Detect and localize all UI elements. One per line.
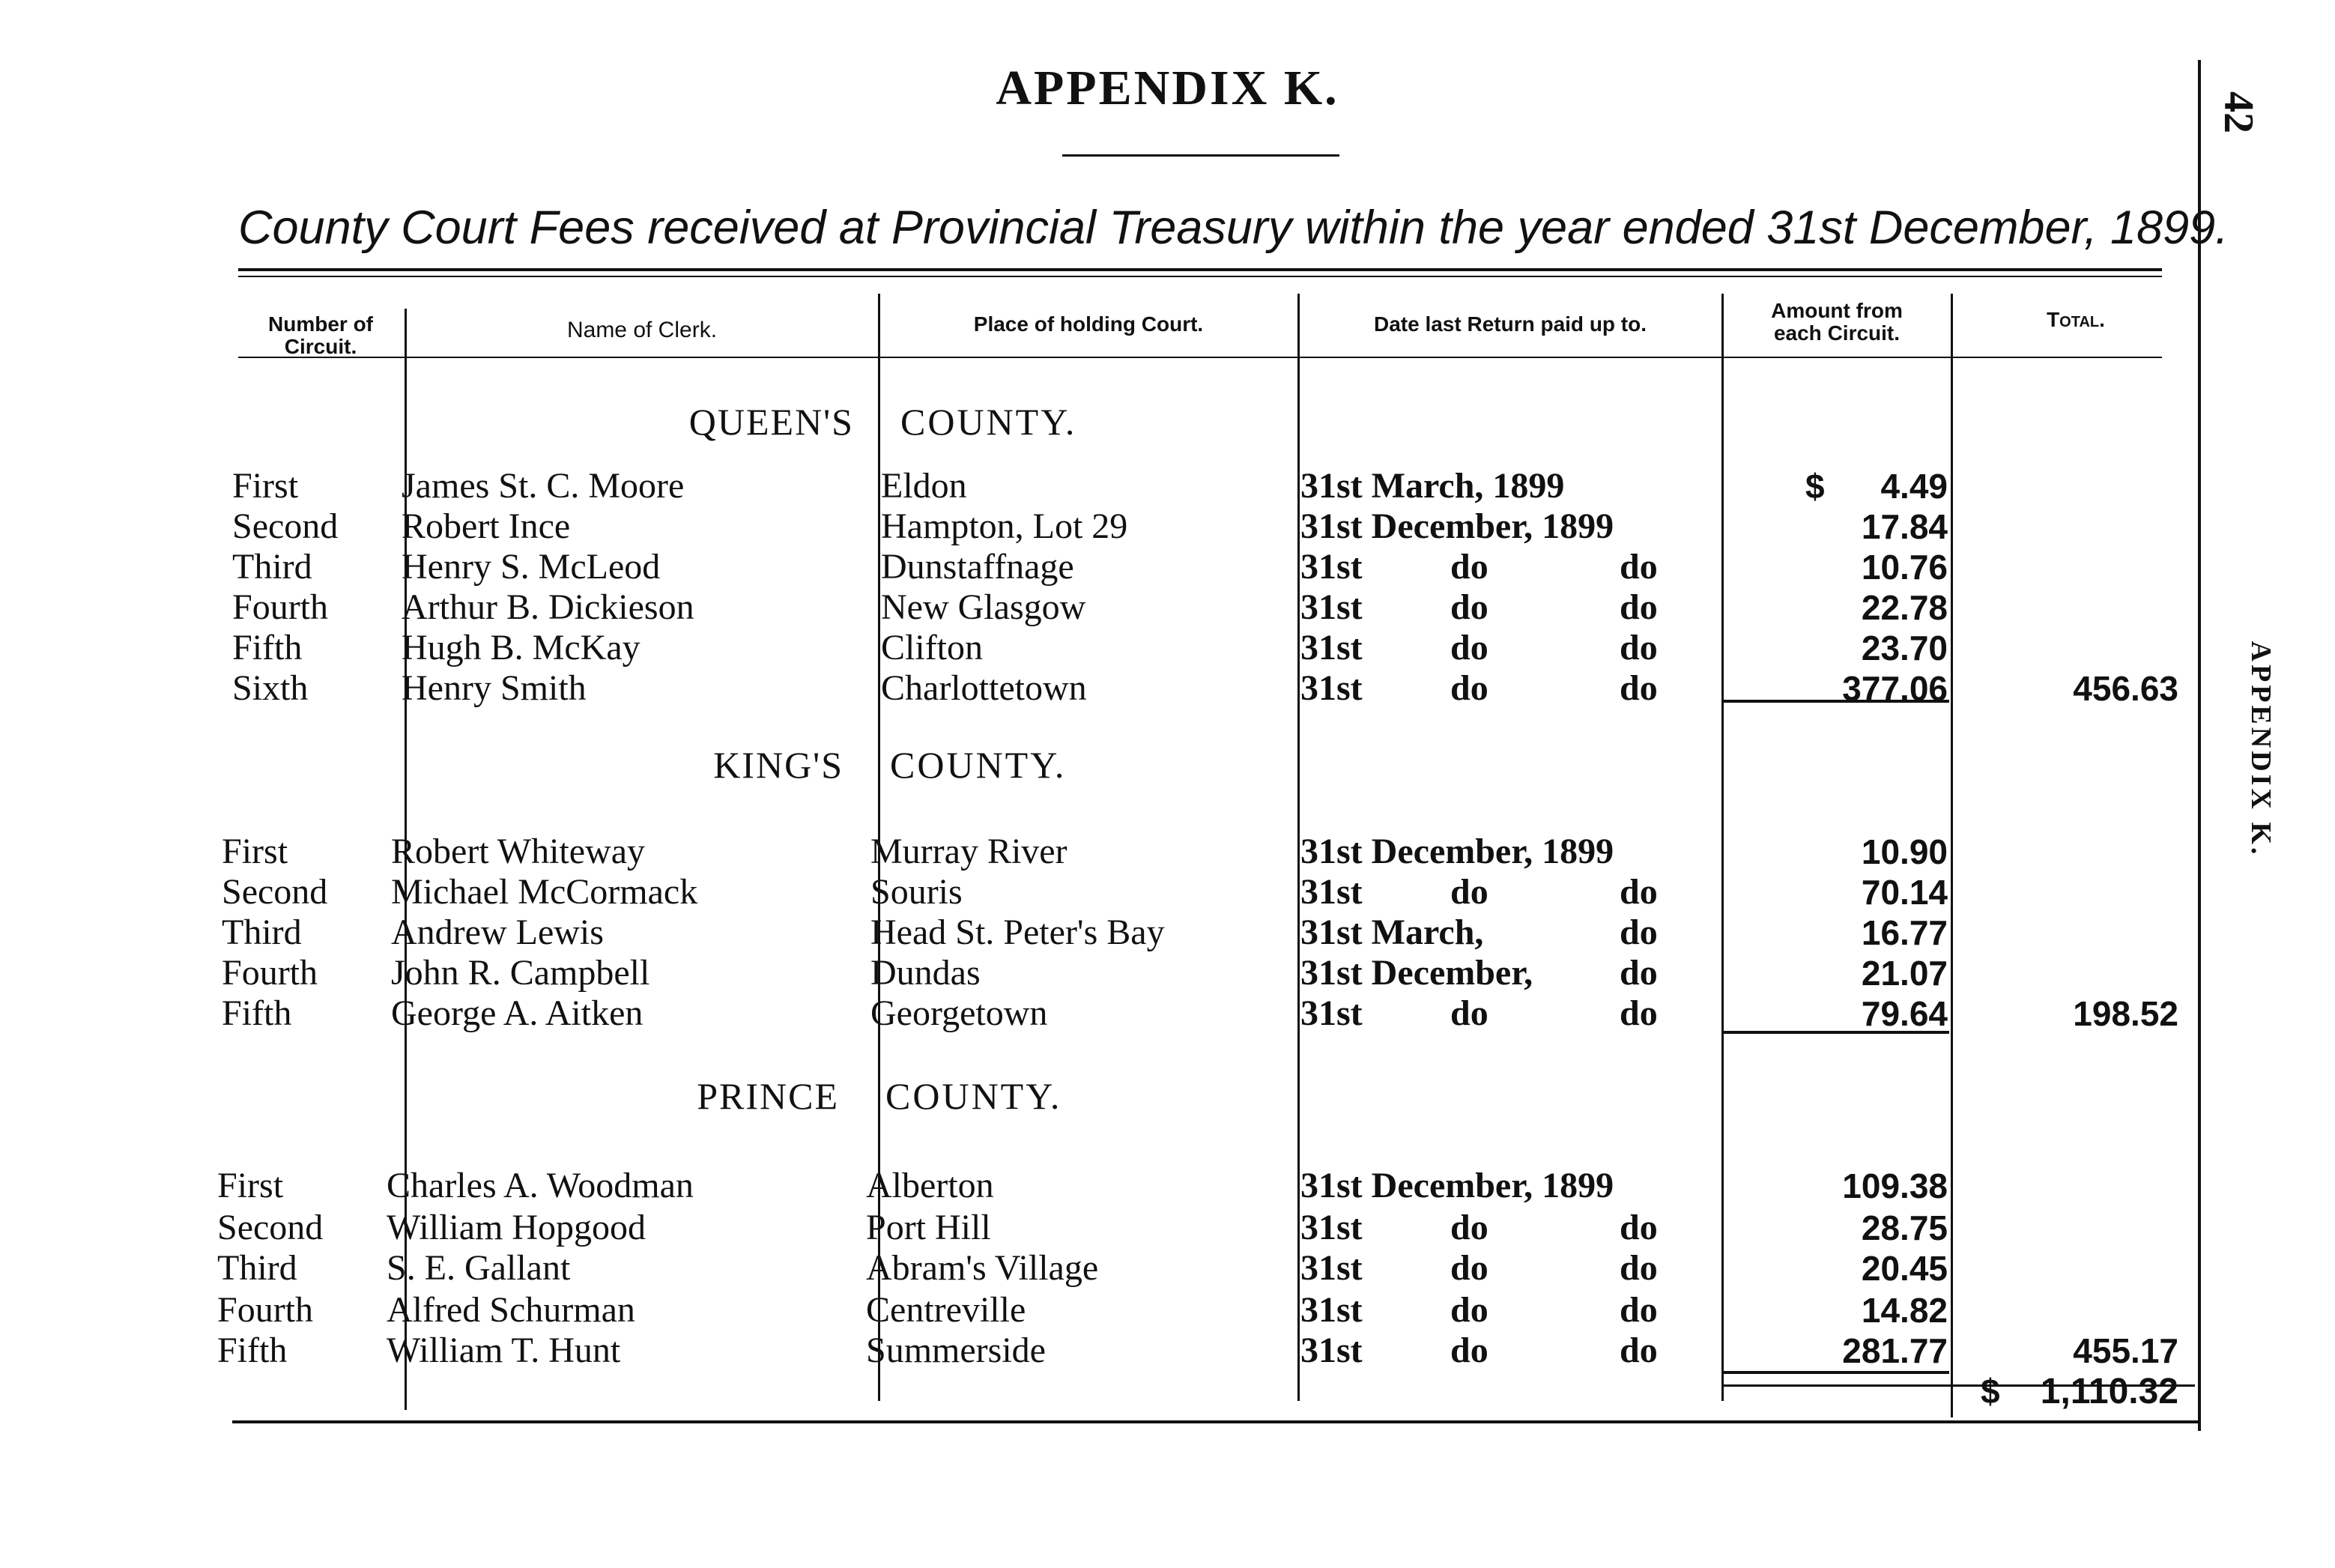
- circuit-cell: Third: [217, 1248, 297, 1288]
- return-date-ditto: do: [1450, 1248, 1488, 1288]
- county-total: 455.17: [2073, 1331, 2178, 1370]
- return-year-ditto: do: [1620, 1290, 1658, 1330]
- court-place: Eldon: [881, 466, 967, 506]
- county-label: COUNTY.: [885, 1075, 1062, 1117]
- circuit-amount: 16.77: [1861, 913, 1948, 952]
- circuit-cell: Fourth: [232, 587, 329, 627]
- clerk-name: Robert Whiteway: [391, 832, 646, 871]
- return-date: 31st December, 1899: [1300, 506, 1614, 546]
- return-date-ditto: do: [1450, 993, 1488, 1033]
- header-circuit: Number of Circuit.: [268, 312, 373, 358]
- return-date: 31st December, 1899: [1300, 832, 1614, 871]
- court-place: Head St. Peter's Bay: [870, 912, 1165, 952]
- circuit-cell: Second: [232, 506, 339, 546]
- clerk-name: Michael McCormack: [391, 872, 698, 912]
- county-name: KING'S: [713, 744, 844, 786]
- return-date: 31st March,: [1300, 912, 1484, 952]
- circuit-amount: 109.38: [1842, 1166, 1948, 1205]
- court-place: Georgetown: [870, 993, 1048, 1033]
- return-year-ditto: do: [1620, 993, 1658, 1033]
- clerk-name: Andrew Lewis: [391, 912, 604, 952]
- circuit-cell: Fourth: [217, 1290, 314, 1330]
- circuit-amount: 17.84: [1861, 507, 1948, 546]
- return-year-ditto: do: [1620, 547, 1658, 587]
- return-date-ditto: do: [1450, 628, 1488, 668]
- circuit-amount: 14.82: [1861, 1291, 1948, 1330]
- circuit-cell: First: [232, 466, 299, 506]
- column-divider-4: [1721, 294, 1724, 1401]
- circuit-cell: Fifth: [217, 1331, 288, 1370]
- return-date: 31st March, 1899: [1300, 466, 1565, 506]
- county-subtotal-rule: [1723, 1371, 1949, 1374]
- header-amount: Amount from each Circuit.: [1771, 299, 1903, 345]
- return-year-ditto: do: [1620, 628, 1658, 668]
- return-year-ditto: do: [1620, 1331, 1658, 1370]
- circuit-amount: 21.07: [1861, 954, 1948, 993]
- circuit-amount: 10.90: [1861, 832, 1948, 871]
- circuit-cell: Sixth: [232, 668, 309, 708]
- grand-total-currency: $: [1981, 1372, 2000, 1411]
- return-year-ditto: do: [1620, 953, 1658, 993]
- court-place: Charlottetown: [881, 668, 1087, 708]
- clerk-name: Hugh B. McKay: [402, 628, 640, 668]
- court-place: Clifton: [881, 628, 984, 668]
- circuit-amount: 79.64: [1861, 994, 1948, 1033]
- amount-currency: $: [1805, 467, 1825, 506]
- county-total: 198.52: [2073, 994, 2178, 1033]
- return-date-ditto: do: [1450, 668, 1488, 708]
- county-total: 456.63: [2073, 669, 2178, 708]
- court-place: Hampton, Lot 29: [881, 506, 1128, 546]
- table-top-rule-2: [238, 276, 2162, 277]
- county-subtotal-rule: [1723, 700, 1949, 703]
- return-date: 31st: [1300, 547, 1363, 587]
- return-date-ditto: do: [1450, 1290, 1488, 1330]
- return-date: 31st: [1300, 872, 1363, 912]
- column-divider-5: [1951, 294, 1953, 1417]
- clerk-name: George A. Aitken: [391, 993, 643, 1033]
- circuit-amount: 22.78: [1861, 588, 1948, 627]
- clerk-name: Henry Smith: [402, 668, 587, 708]
- county-name: QUEEN'S: [688, 401, 854, 443]
- return-year-ditto: do: [1620, 912, 1658, 952]
- court-place: Murray River: [870, 832, 1067, 871]
- clerk-name: Charles A. Woodman: [387, 1166, 694, 1205]
- circuit-amount: 4.49: [1880, 467, 1948, 506]
- clerk-name: Henry S. McLeod: [402, 547, 661, 587]
- court-place: Dunstaffnage: [881, 547, 1074, 587]
- circuit-amount: 20.45: [1861, 1249, 1948, 1288]
- court-place: Centreville: [866, 1290, 1026, 1330]
- return-date: 31st: [1300, 1248, 1363, 1288]
- circuit-amount: 23.70: [1861, 629, 1948, 668]
- circuit-cell: Second: [217, 1208, 324, 1247]
- circuit-cell: Third: [222, 912, 302, 952]
- return-date: 31st December, 1899: [1300, 1166, 1614, 1205]
- table-bottom-rule: [232, 1420, 2199, 1423]
- county-name: PRINCE: [697, 1075, 839, 1117]
- table-top-rule: [238, 268, 2162, 271]
- county-label: COUNTY.: [890, 744, 1067, 786]
- page-title: APPENDIX K.: [996, 61, 1339, 115]
- grand-total-value: 1,110.32: [2040, 1372, 2178, 1411]
- circuit-cell: First: [222, 832, 288, 871]
- court-place: Souris: [870, 872, 963, 912]
- return-year-ditto: do: [1620, 587, 1658, 627]
- circuit-cell: First: [217, 1166, 284, 1205]
- return-year-ditto: do: [1620, 872, 1658, 912]
- return-date: 31st: [1300, 668, 1363, 708]
- title-divider: [1062, 154, 1339, 157]
- circuit-cell: Fourth: [222, 953, 318, 993]
- circuit-cell: Second: [222, 872, 328, 912]
- header-bottom-rule: [238, 357, 2162, 358]
- circuit-cell: Fifth: [222, 993, 292, 1033]
- circuit-amount: 70.14: [1861, 873, 1948, 912]
- clerk-name: James St. C. Moore: [402, 466, 685, 506]
- return-date: 31st: [1300, 1290, 1363, 1330]
- return-year-ditto: do: [1620, 1208, 1658, 1247]
- return-date: 31st: [1300, 1208, 1363, 1247]
- court-place: Dundas: [870, 953, 981, 993]
- circuit-amount: 281.77: [1842, 1331, 1948, 1370]
- return-date-ditto: do: [1450, 1331, 1488, 1370]
- county-label: COUNTY.: [900, 401, 1077, 443]
- header-date: Date last Return paid up to.: [1373, 312, 1647, 336]
- return-date: 31st: [1300, 993, 1363, 1033]
- clerk-name: Alfred Schurman: [387, 1290, 635, 1330]
- court-place: Alberton: [866, 1166, 994, 1205]
- return-date-ditto: do: [1450, 587, 1488, 627]
- court-place: Summerside: [866, 1331, 1046, 1370]
- right-margin-rule: [2198, 60, 2201, 1431]
- return-date: 31st December,: [1300, 953, 1533, 993]
- column-divider-3: [1297, 294, 1300, 1401]
- return-year-ditto: do: [1620, 1248, 1658, 1288]
- clerk-name: Arthur B. Dickieson: [402, 587, 694, 627]
- court-place: Abram's Village: [866, 1248, 1099, 1288]
- court-place: Port Hill: [866, 1208, 991, 1247]
- page-number: 42: [2215, 91, 2262, 133]
- clerk-name: S. E. Gallant: [387, 1248, 571, 1288]
- side-label: APPENDIX K.: [2245, 641, 2277, 858]
- clerk-name: Robert Ince: [402, 506, 571, 546]
- circuit-amount: 10.76: [1861, 548, 1948, 587]
- return-date: 31st: [1300, 628, 1363, 668]
- return-date-ditto: do: [1450, 872, 1488, 912]
- return-date: 31st: [1300, 1331, 1363, 1370]
- return-date-ditto: do: [1450, 1208, 1488, 1247]
- circuit-amount: 28.75: [1861, 1208, 1948, 1247]
- circuit-cell: Fifth: [232, 628, 303, 668]
- clerk-name: William Hopgood: [387, 1208, 646, 1247]
- county-subtotal-rule: [1723, 1031, 1949, 1034]
- clerk-name: John R. Campbell: [391, 953, 650, 993]
- clerk-name: William T. Hunt: [387, 1331, 621, 1370]
- circuit-amount: 377.06: [1842, 669, 1948, 708]
- header-place: Place of holding Court.: [973, 312, 1204, 336]
- header-clerk: Name of Clerk.: [566, 318, 718, 342]
- page-subtitle: County Court Fees received at Provincial Treasury within the year ended 31st December, 1899.: [238, 202, 2229, 254]
- return-year-ditto: do: [1620, 668, 1658, 708]
- court-place: New Glasgow: [881, 587, 1086, 627]
- return-date-ditto: do: [1450, 547, 1488, 587]
- return-date: 31st: [1300, 587, 1363, 627]
- header-total: Total.: [2047, 308, 2105, 331]
- circuit-cell: Third: [232, 547, 312, 587]
